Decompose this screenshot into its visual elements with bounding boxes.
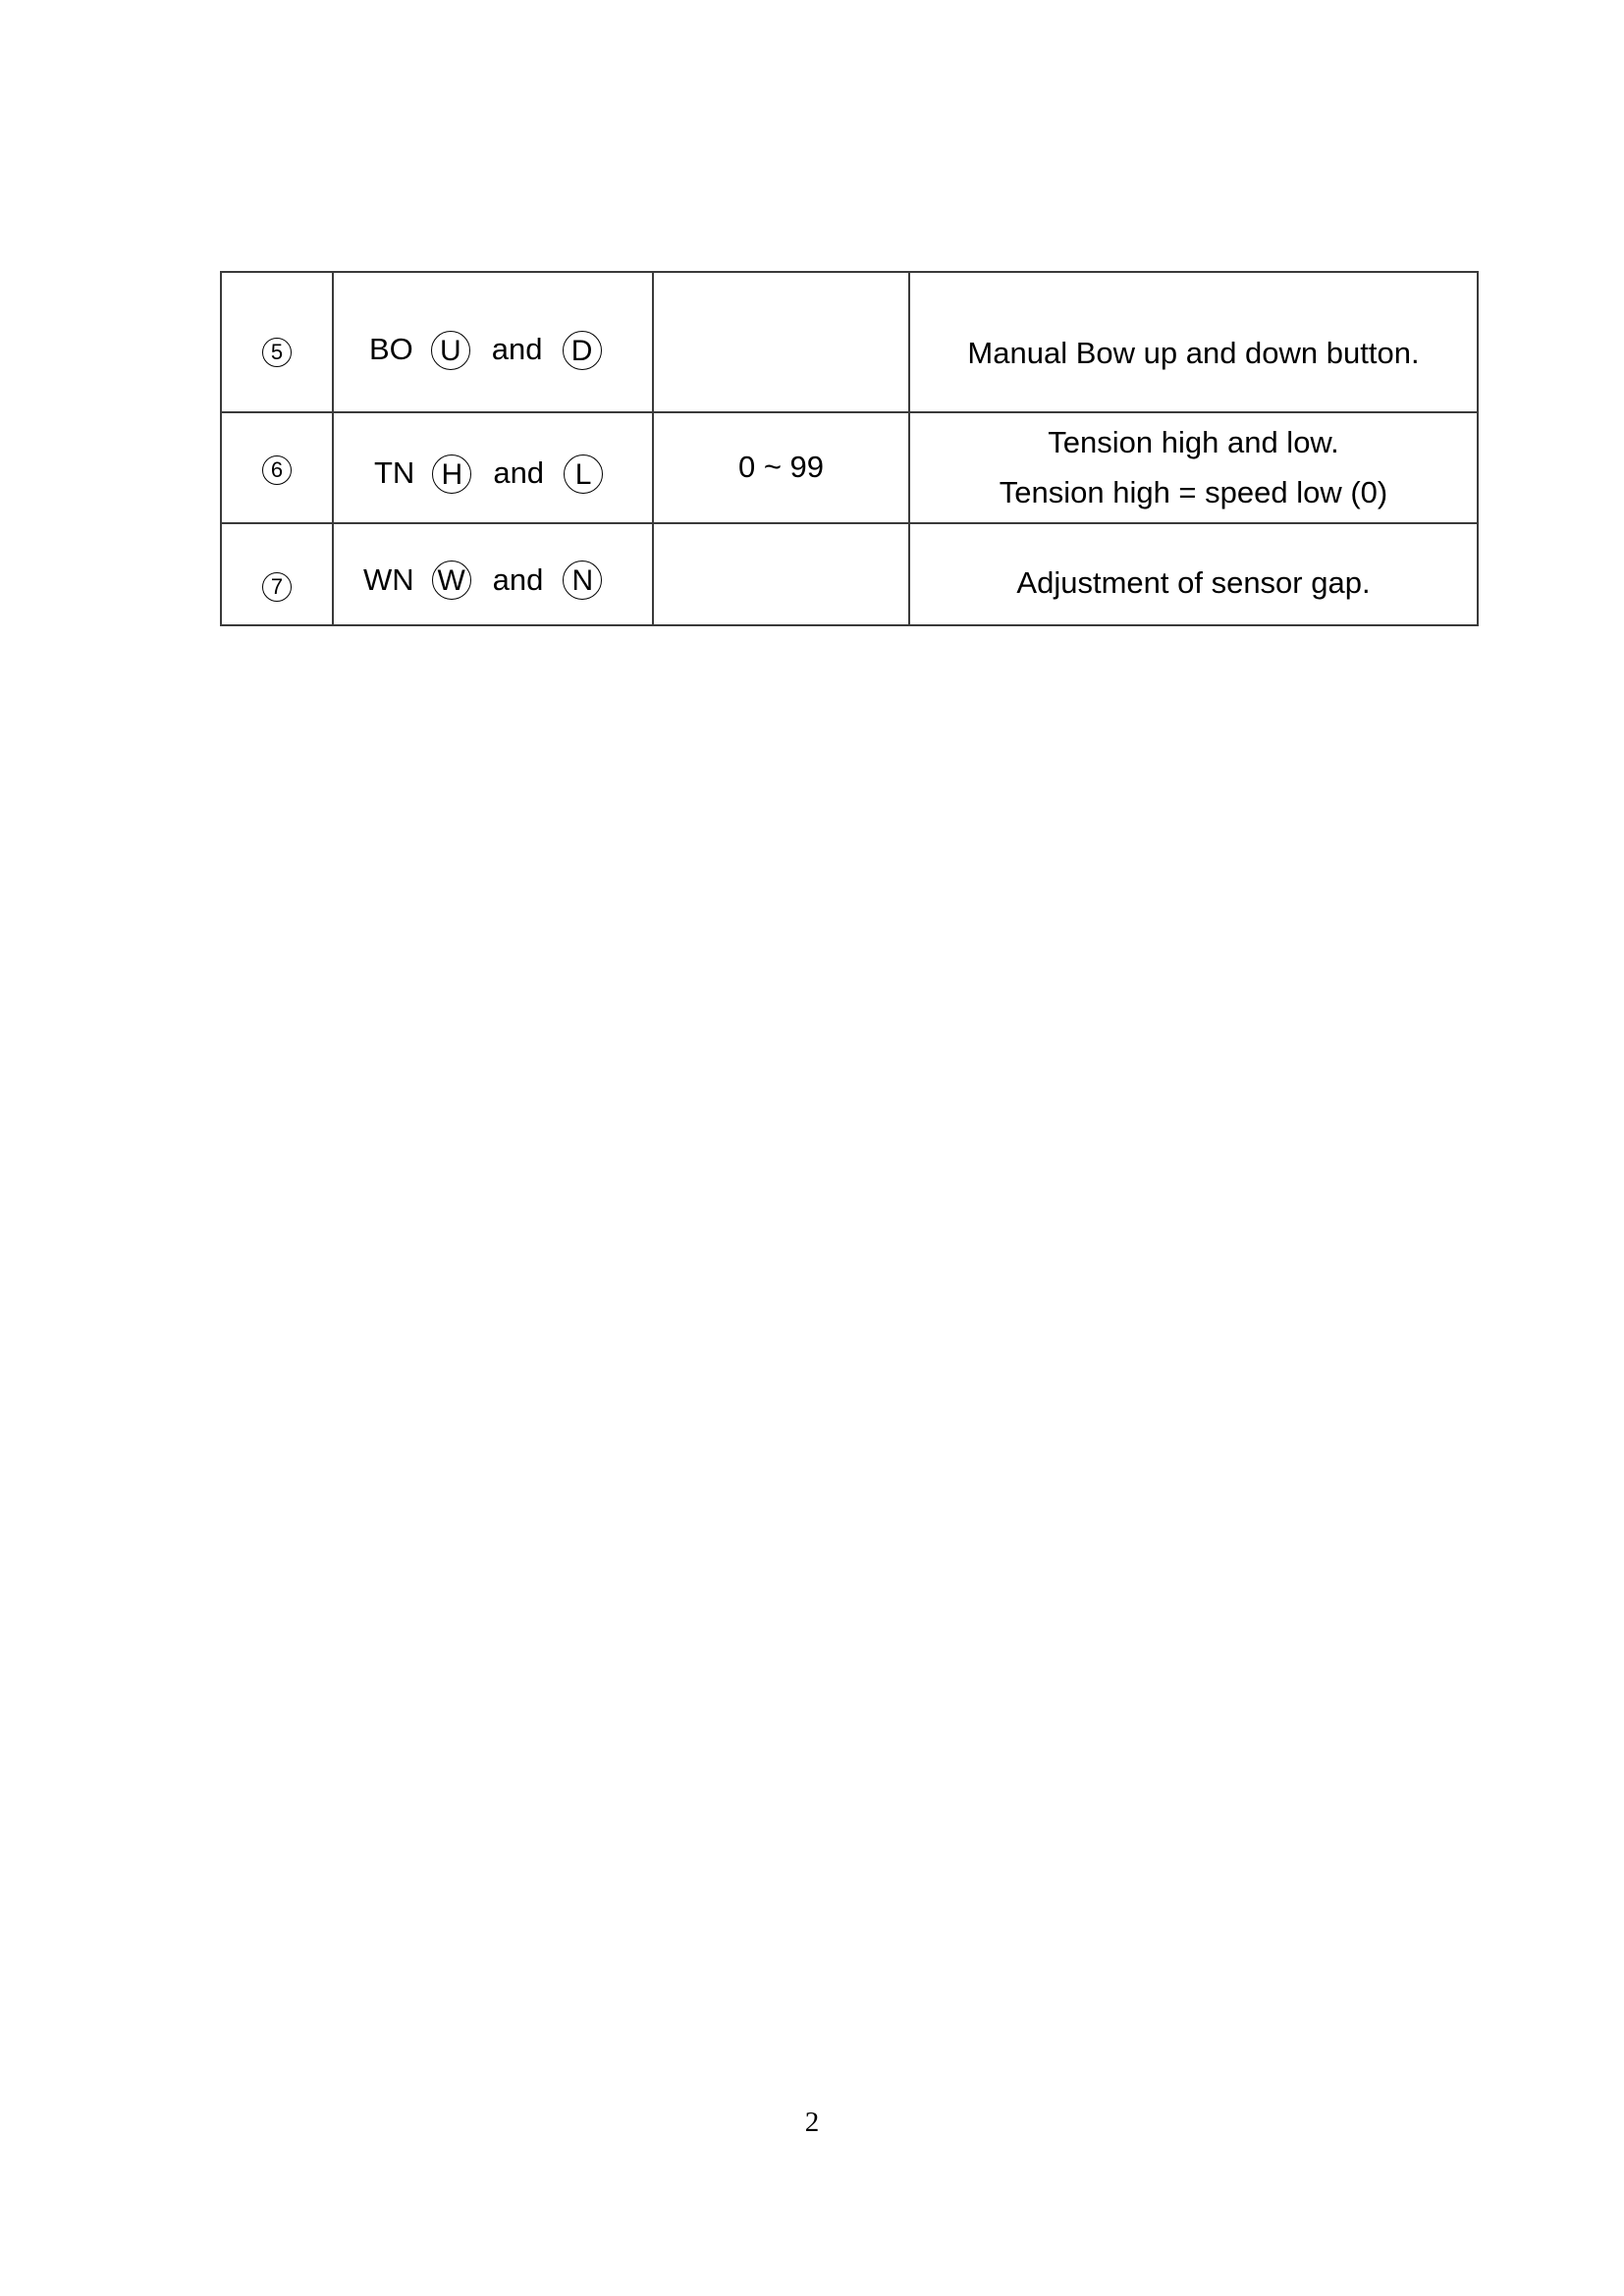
description-line: Tension high and low. <box>1048 424 1339 459</box>
row-number-cell <box>221 523 333 625</box>
range-cell <box>653 272 909 412</box>
circled-row-number: 7 <box>262 572 292 602</box>
conjunction-text: and <box>491 332 543 367</box>
circled-key-down: D <box>563 331 602 370</box>
row-number-cell <box>221 272 333 412</box>
description-cell <box>909 272 1478 412</box>
button-code-cell <box>333 523 653 625</box>
page-number: 2 <box>804 2107 820 2138</box>
description-line: Tension high = speed low (0) <box>999 474 1388 509</box>
table-row <box>221 272 1478 412</box>
button-code: TN <box>374 455 415 491</box>
conjunction-text: and <box>492 561 544 597</box>
table-row <box>221 523 1478 625</box>
circled-key-up: U <box>431 331 470 370</box>
description-line: Adjustment of sensor gap. <box>1016 564 1371 600</box>
circled-key-high: H <box>432 454 471 494</box>
circled-row-number: 6 <box>262 455 292 485</box>
range-cell <box>653 523 909 625</box>
description-cell <box>909 412 1478 523</box>
circled-key-narrow: N <box>563 561 602 600</box>
button-code: BO <box>369 332 413 367</box>
row-number-cell <box>221 412 333 523</box>
range-cell: 0 ~ 99 <box>653 412 909 523</box>
table-row <box>221 412 1478 523</box>
button-code: WN <box>363 561 414 597</box>
description-line: Manual Bow up and down button. <box>967 336 1420 371</box>
button-code-cell <box>333 272 653 412</box>
conjunction-text: and <box>493 455 545 491</box>
description-cell <box>909 523 1478 625</box>
circled-key-low: L <box>564 454 603 494</box>
circled-key-wide: W <box>432 561 471 600</box>
button-code-cell <box>333 412 653 523</box>
button-spec-table <box>220 271 1479 626</box>
circled-row-number: 5 <box>262 338 292 367</box>
